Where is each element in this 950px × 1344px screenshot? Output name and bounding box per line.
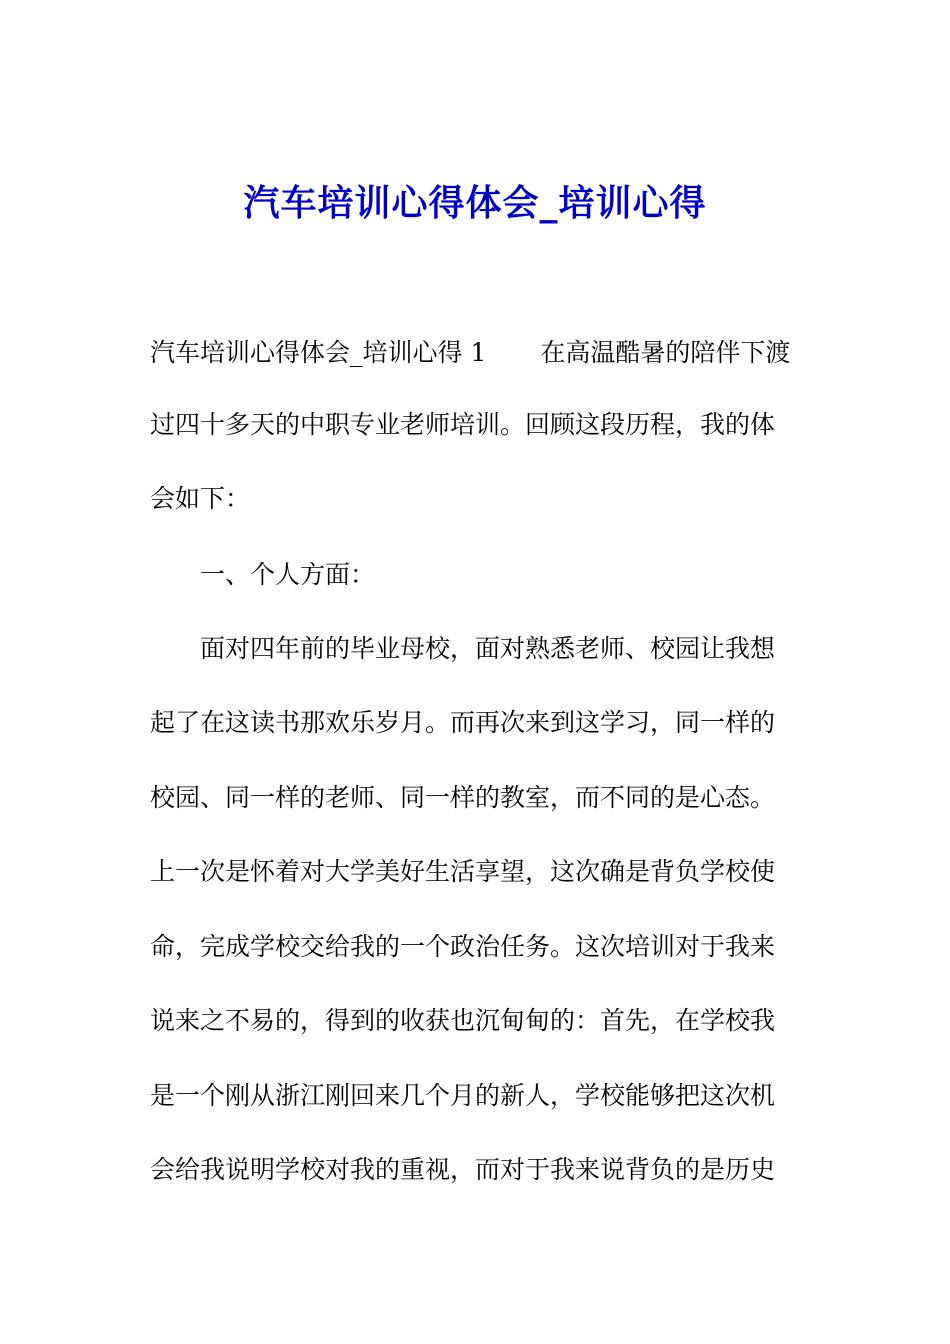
section-heading: 一、个人方面：: [150, 560, 376, 589]
paragraph-line-12: 会给我说明学校对我的重视，而对于我来说背负的是历史: [150, 1155, 776, 1184]
paragraph-line-10: 说来之不易的，得到的收获也沉甸甸的：首先，在学校我: [150, 1006, 776, 1035]
paragraph-line-7: 校园、同一样的老师、同一样的教室，而不同的是心态。: [150, 783, 776, 812]
section-heading-inline: 汽车培训心得体会_培训心得 1: [150, 338, 487, 367]
paragraph-line-11: 是一个刚从浙江刚回来几个月的新人，学校能够把这次机: [150, 1081, 776, 1110]
paragraph-text: 在高温酷暑的陪伴下渡: [540, 338, 791, 367]
paragraph-line-8: 上一次是怀着对大学美好生活享望，这次确是背负学校使: [150, 857, 776, 886]
paragraph-line-5: 面对四年前的毕业母校，面对熟悉老师、校园让我想: [150, 634, 776, 663]
paragraph-line-6: 起了在这读书那欢乐岁月。而再次来到这学习，同一样的: [150, 708, 776, 737]
paragraph-line-1: [150, 333, 790, 373]
document-title: 汽车培训心得体会_培训心得: [243, 182, 707, 224]
paragraph-line-9: 命，完成学校交给我的一个政治任务。这次培训对于我来: [150, 932, 776, 961]
paragraph-line-2: 过四十多天的中职专业老师培训。回顾这段历程，我的体: [150, 410, 776, 439]
paragraph-line-3: 会如下：: [150, 484, 251, 513]
